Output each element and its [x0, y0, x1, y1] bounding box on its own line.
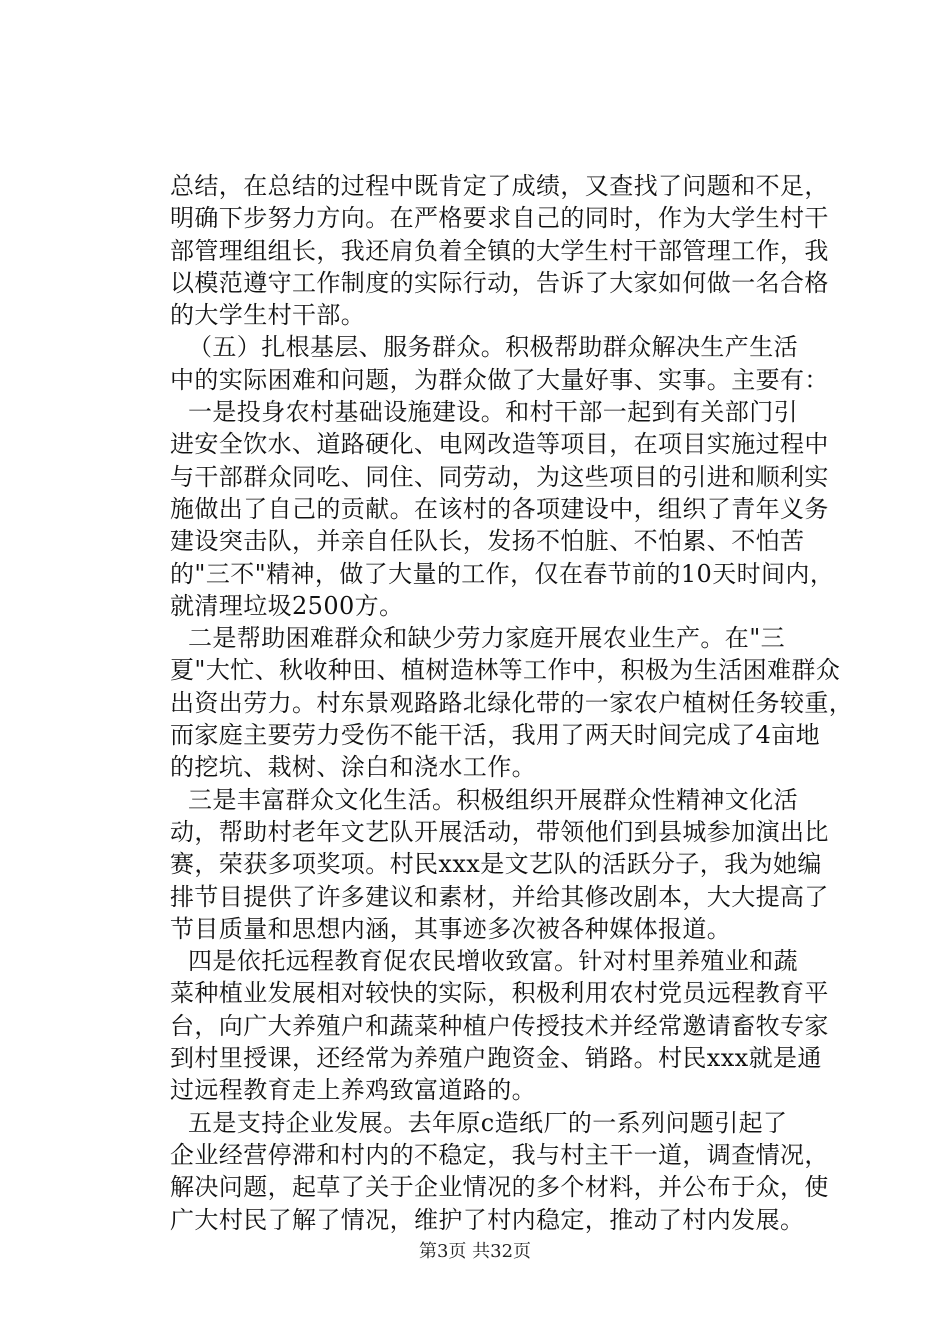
text-line: 中的实际困难和问题，为群众做了大量好事、实事。主要有：	[170, 365, 829, 394]
text-line: 明确下步努力方向。在严格要求自己的同时，作为大学生村干	[170, 204, 829, 233]
text-line: 部管理组组长，我还肩负着全镇的大学生村干部管理工作，我	[170, 236, 829, 265]
text-line: 总结，在总结的过程中既肯定了成绩，又查找了问题和不足，	[170, 172, 829, 200]
page-number-footer: 第3页 共32页	[418, 1241, 532, 1262]
text-line: 菜种植业发展相对较快的实际，积极利用农村党员远程教育平	[170, 979, 829, 1008]
text-line: 过远程教育走上养鸡致富道路的。	[170, 1076, 536, 1105]
text-line: 到村里授课，还经常为养殖户跑资金、销路。村民xxx就是通	[170, 1044, 822, 1073]
text-line: 台，向广大养殖户和蔬菜种植户传授技术并经常邀请畜牧专家	[170, 1011, 829, 1040]
text-line: 排节目提供了许多建议和素材，并给其修改剧本，大大提高了	[170, 882, 829, 911]
text-line: 企业经营停滞和村内的不稳定，我与村主干一道，调查情况，	[170, 1140, 829, 1169]
text-line: 赛，荣获多项奖项。村民xxx是文艺队的活跃分子，我为她编	[170, 850, 822, 879]
document-body	[170, 170, 854, 1236]
text-line: 而家庭主要劳力受伤不能干活，我用了两天时间完成了4亩地	[170, 721, 821, 750]
text-line: 与干部群众同吃、同住、同劳动，为这些项目的引进和顺利实	[170, 462, 829, 491]
text-line: 的大学生村干部。	[170, 301, 366, 330]
text-line: 就清理垃圾2500方。	[170, 591, 404, 620]
section-heading-line: （五）扎根基层、服务群众。积极帮助群众解决生产生活	[188, 333, 798, 362]
text-line: 建设突击队，并亲自任队长，发扬不怕脏、不怕累、不怕苦	[170, 527, 805, 556]
paragraph-first-line: 二是帮助困难群众和缺少劳力家庭开展农业生产。在"三	[188, 624, 786, 653]
text-line: 以模范遵守工作制度的实际行动，告诉了大家如何做一名合格	[170, 268, 829, 297]
text-line: 节目质量和思想内涵，其事迹多次被各种媒体报道。	[170, 914, 732, 943]
text-line: 的挖坑、栽树、涂白和浇水工作。	[170, 753, 536, 782]
text-line: 动，帮助村老年文艺队开展活动，带领他们到县城参加演出比	[170, 817, 829, 846]
text-line: 出资出劳力。村东景观路路北绿化带的一家农户植树任务较重，	[170, 688, 854, 717]
paragraph-first-line: 四是依托远程教育促农民增收致富。针对村里养殖业和蔬	[188, 947, 798, 976]
text-line: 施做出了自己的贡献。在该村的各项建设中，组织了青年义务	[170, 494, 829, 523]
paragraph-first-line: 三是丰富群众文化生活。积极组织开展群众性精神文化活	[188, 785, 798, 814]
text-line: 进安全饮水、道路硬化、电网改造等项目，在项目实施过程中	[170, 430, 829, 459]
text-line: 的"三不"精神，做了大量的工作，仅在春节前的10天时间内，	[170, 559, 835, 588]
paragraph-first-line: 五是支持企业发展。去年原c造纸厂的一系列问题引起了	[188, 1108, 788, 1137]
text-line: 广大村民了解了情况，维护了村内稳定，推动了村内发展。	[170, 1205, 805, 1234]
paragraph-first-line: 一是投身农村基础设施建设。和村干部一起到有关部门引	[188, 398, 798, 427]
text-line: 解决问题，起草了关于企业情况的多个材料，并公布于众，使	[170, 1173, 829, 1202]
text-line: 夏"大忙、秋收种田、植树造林等工作中，积极为生活困难群众	[170, 656, 841, 685]
